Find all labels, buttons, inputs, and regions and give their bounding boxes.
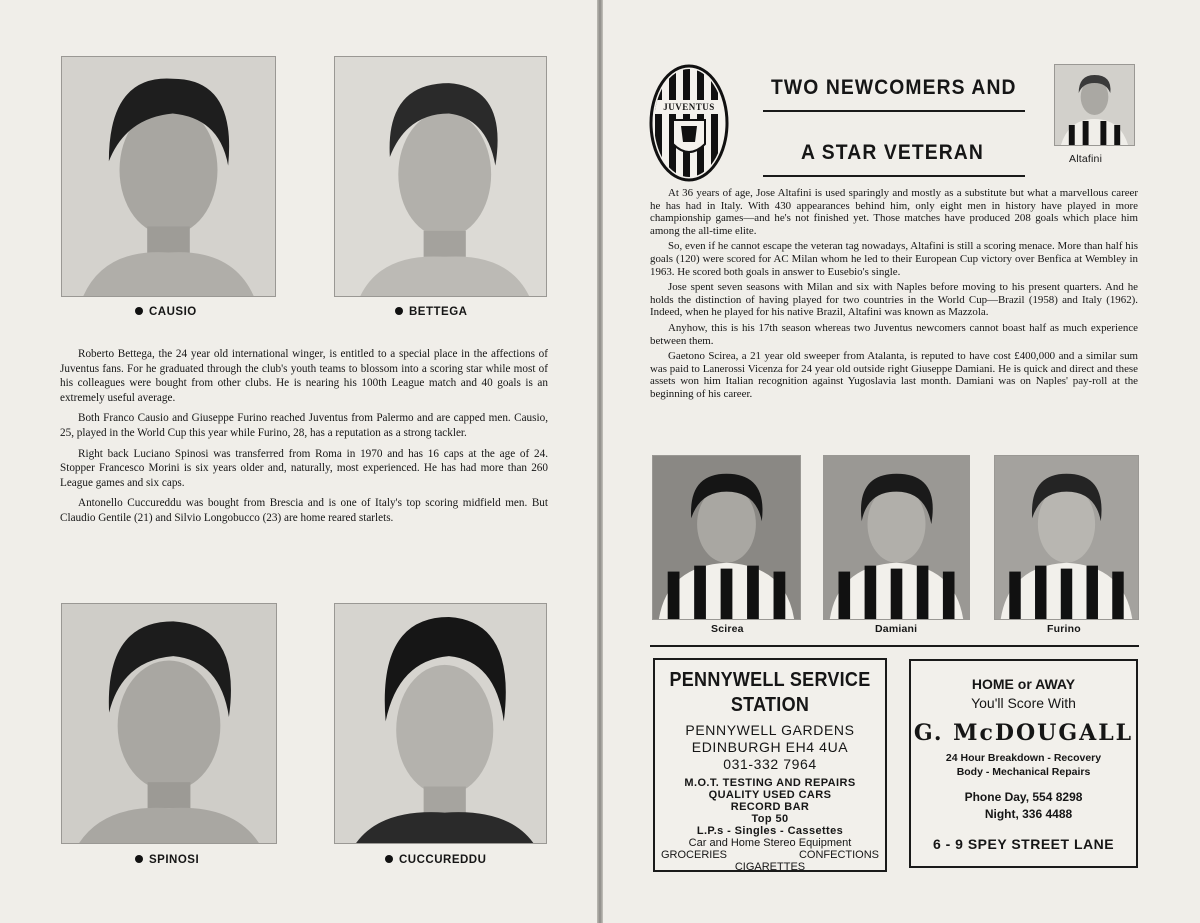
ad-phone-day: Phone Day, 554 8298 xyxy=(964,790,1083,804)
ad-service: L.P.s - Singles - Cassettes xyxy=(696,825,844,837)
left-page xyxy=(0,0,597,923)
right-page xyxy=(603,0,1200,923)
paragraph: Roberto Bettega, the 24 year old international winger, is entitled to a special place in the affections of Juventus fans. For he graduated through the club's youth teams to blossom into a scoring star while most of his colleagues were bought from other clubs. He is nearing his 100th League match and 40 goals is an extremely useful average. xyxy=(60,348,548,404)
ad-address: EDINBURGH EH4 4UA xyxy=(691,739,849,755)
juventus-crest-icon xyxy=(649,64,729,182)
ad-cigarettes: CIGARETTES xyxy=(734,861,806,873)
ad-service: Car and Home Stereo Equipment xyxy=(688,837,852,849)
paragraph: Both Franco Causio and Giuseppe Furino reached Juventus from Palermo and are capped men. Causio, 25, played in the World Cup this year while Furino, 28, has a reputation as a strong tackler. xyxy=(60,412,548,439)
damiani-photo xyxy=(823,455,970,620)
ad-confections: CONFECTIONS xyxy=(798,849,879,861)
paragraph: So, even if he cannot escape the veteran tag nowadays, Altafini is still a scoring menace. More than half his goals (120) were scored for AC Milan whom he led to their European Cup victory over Benfica at Wembley in 1963. He scored both goals in answer to Eusebio's single. xyxy=(650,240,1138,278)
ad-groceries: GROCERIES xyxy=(661,849,728,861)
paragraph: Gaetono Scirea, a 21 year old sweeper from Atalanta, is reputed to have cost £400,000 and a similar sum was paid to Lanerossi Vicenza for 24 year old outside right Giuseppe Damiani. He is quick and direct and these assets won him Italian recognition against Yugoslavia last month. Damiani was on Naples' pay-roll at the beginning of his career. xyxy=(650,350,1138,400)
ad-tagline: HOME or AWAY xyxy=(971,676,1076,692)
ad-address: 6 - 9 SPEY STREET LANE xyxy=(932,836,1115,852)
ad-brand: G. McDOUGALL xyxy=(913,720,1134,746)
altafini-caption: Altafini xyxy=(1069,153,1103,165)
ads-rule xyxy=(650,645,1139,647)
furino-photo xyxy=(994,455,1139,620)
ad-service: M.O.T. TESTING AND REPAIRS xyxy=(684,777,856,789)
ad-phone: 031-332 7964 xyxy=(723,756,817,772)
spinosi-photo xyxy=(61,603,277,844)
headline-rule xyxy=(763,110,1025,112)
paragraph: Antonello Cuccureddu was bought from Brescia and is one of Italy's top scoring midfield men. But Claudio Gentile (21) and Silvio Longobucco (23) are home reared starlets. xyxy=(60,497,548,524)
paragraph: Anyhow, this is his 17th season whereas two Juventus newcomers cannot boast half as much experience between them. xyxy=(650,321,1138,347)
furino-caption: Furino xyxy=(1047,623,1081,635)
headline-line-1: TWO NEWCOMERS AND xyxy=(771,76,1017,99)
ad-service: 24 Hour Breakdown - Recovery xyxy=(945,752,1102,764)
left-article xyxy=(60,347,548,526)
bettega-photo xyxy=(334,56,547,297)
paragraph: At 36 years of age, Jose Altafini is used sparingly and mostly as a substitute but what a marvellous career he has had in Italy. With 430 appearances behind him, only eight men in history have played in more championship games—and he's not finished yet. Those matches have produced 208 goals which place him among the all-time elite. xyxy=(650,187,1138,237)
headline-line-2: A STAR VETERAN xyxy=(801,141,984,164)
damiani-caption: Damiani xyxy=(875,623,918,635)
ad-service: QUALITY USED CARS xyxy=(708,789,832,801)
bullet-icon xyxy=(135,307,143,315)
causio-caption: CAUSIO xyxy=(135,306,197,318)
bettega-caption: BETTEGA xyxy=(395,306,467,318)
cuccureddu-caption: CUCCUREDDU xyxy=(385,854,486,866)
headline-rule xyxy=(763,175,1025,177)
cuccureddu-photo xyxy=(334,603,547,844)
ad-tagline: You'll Score With xyxy=(971,695,1076,711)
spinosi-caption: SPINOSI xyxy=(135,854,199,866)
paragraph: Jose spent seven seasons with Milan and six with Naples before moving to his present quarters. And he holds the distinction of having played for two countries in the World Cup—Brazil (1958) and Italy (1962). Indeed, when he played for his native Brazil, Altafini was known as Mazzola. xyxy=(650,281,1138,319)
scirea-photo xyxy=(652,455,801,620)
ad-service: Top 50 xyxy=(751,813,789,825)
bullet-icon xyxy=(395,307,403,315)
ad-name-line: PENNYWELL SERVICE xyxy=(669,669,871,691)
bullet-icon xyxy=(135,855,143,863)
paragraph: Right back Luciano Spinosi was transferred from Roma in 1970 and has 16 caps at the age of 24. Stopper Francesco Morini is six years older and, naturally, most experienced. He has had more than 260 League games and six caps. xyxy=(60,447,548,489)
mcdougall-ad xyxy=(909,659,1138,868)
causio-photo xyxy=(61,56,276,297)
ad-name-line: STATION xyxy=(730,694,810,716)
ad-phone-night: Night, 336 4488 xyxy=(984,807,1073,821)
ad-goods-row xyxy=(655,849,885,861)
crest-label: JUVENTUS xyxy=(663,102,715,112)
right-article xyxy=(650,187,1138,401)
ad-service: Body - Mechanical Repairs xyxy=(956,766,1091,778)
ad-service: RECORD BAR xyxy=(730,801,810,813)
altafini-photo xyxy=(1054,64,1135,146)
scirea-caption: Scirea xyxy=(711,623,744,635)
ad-address: PENNYWELL GARDENS xyxy=(685,722,855,738)
pennywell-ad xyxy=(653,658,887,872)
bullet-icon xyxy=(385,855,393,863)
